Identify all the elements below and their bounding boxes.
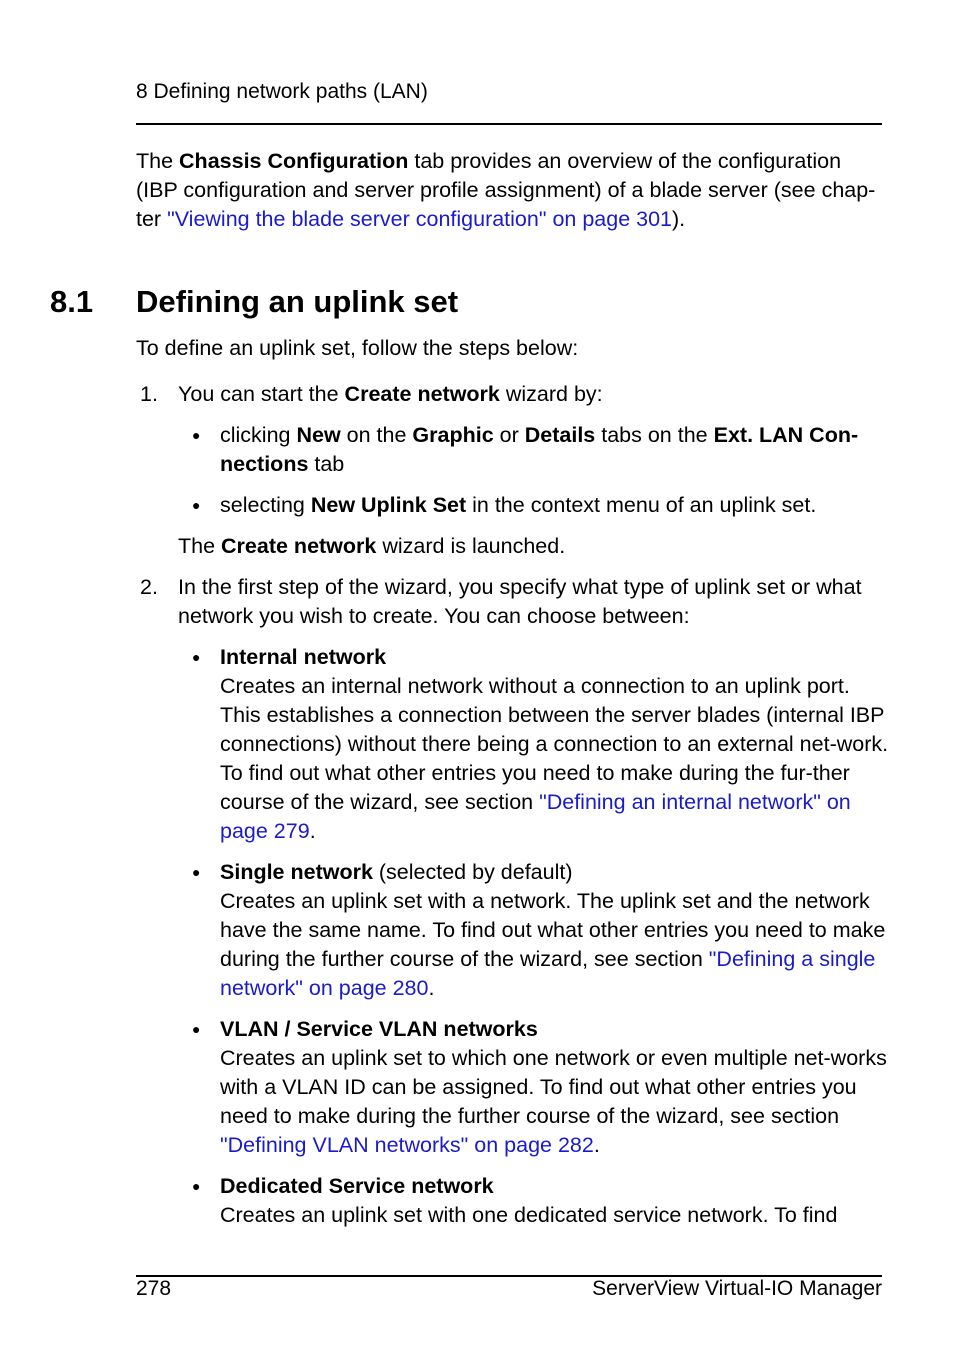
bullet-icon: ● [192, 1178, 201, 1194]
chassis-configuration-term: Chassis Configuration [179, 149, 409, 173]
bullet-icon: ● [192, 1021, 201, 1037]
product-name: ServerView Virtual-IO Manager [592, 1277, 882, 1300]
intro-paragraph: The Chassis Configuration tab provides an overview of the configuration (IBP configuration and server profile assignment) of a blade server (see chap-ter "Viewing the blade server configuration" on page 301). [136, 149, 876, 231]
link-viewing-blade-server-config[interactable]: "Viewing the blade server configuration" on page 301 [167, 207, 673, 231]
link-defining-internal-network[interactable]: "Defining an internal network" on page 279 [220, 790, 851, 843]
link-defining-single-network[interactable]: "Defining a single network" on page 280 [220, 947, 876, 1000]
page-number: 278 [136, 1277, 172, 1300]
step-number: 1. [140, 382, 158, 406]
header-rule [136, 123, 882, 125]
section-lead: To define an uplink set, follow the steps below: [136, 336, 579, 360]
step-number: 2. [140, 575, 158, 599]
bullet-icon: ● [192, 649, 201, 665]
running-header: 8 Defining network paths (LAN) [136, 80, 428, 103]
step-text: You can start the Create network wizard by: [178, 382, 603, 406]
step-text: In the first step of the wizard, you specify what type of uplink set or what network you wish to create. You can choose between: [178, 575, 862, 628]
bullet-icon: ● [192, 864, 201, 880]
step-1-result: The Create network wizard is launched. [178, 534, 566, 558]
link-defining-vlan-networks[interactable]: "Defining VLAN networks" on page 282 [220, 1133, 594, 1157]
section-number: 8.1 [50, 284, 94, 319]
bullet-icon: ● [192, 497, 201, 513]
bullet-icon: ● [192, 427, 201, 443]
section-title: Defining an uplink set [136, 284, 459, 319]
